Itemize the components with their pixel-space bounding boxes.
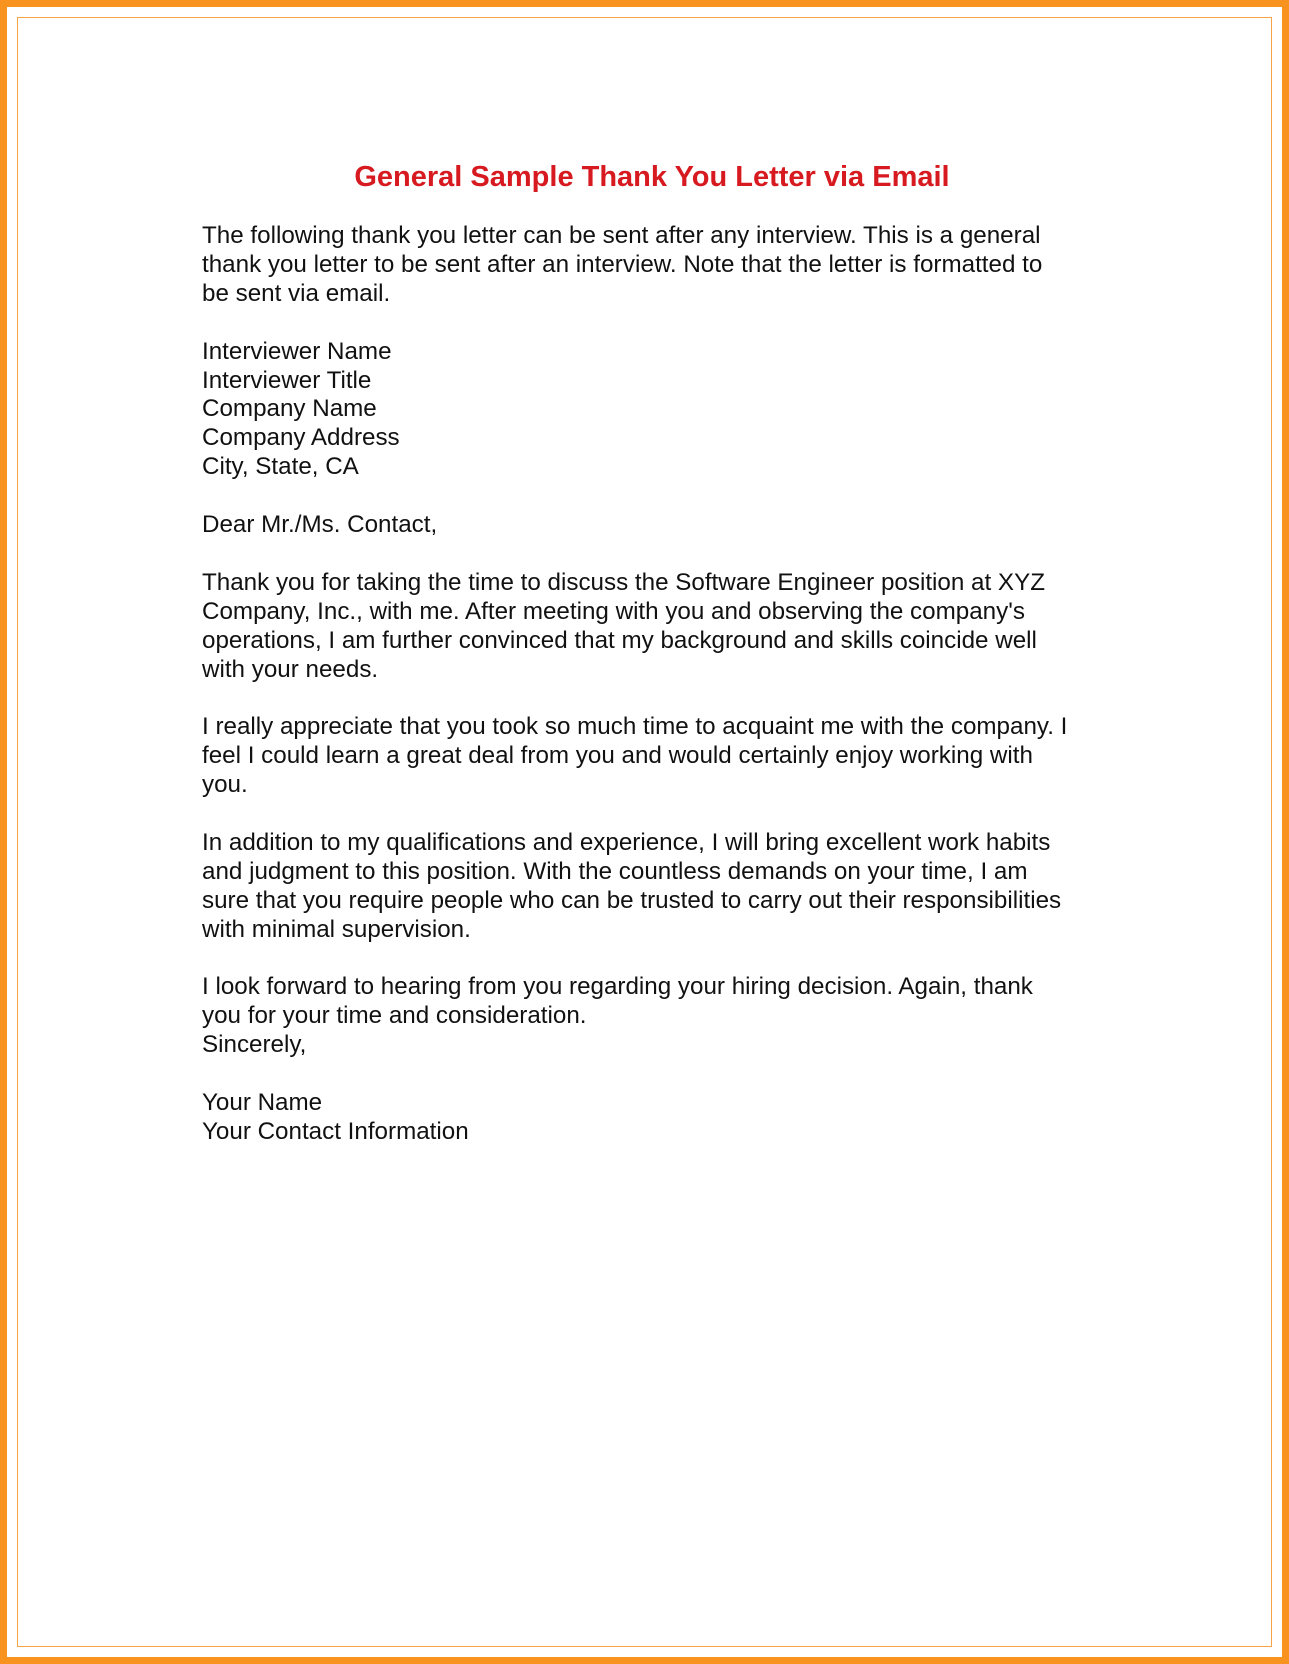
paragraph-line: Thank you for taking the time to discuss the Software Engineer position at XYZ bbox=[202, 568, 1045, 596]
paragraph-line: I really appreciate that you took so much time to acquaint me with the company. I bbox=[202, 713, 1068, 741]
paragraph-gap bbox=[202, 945, 1122, 974]
city-state: City, State, CA bbox=[202, 453, 359, 481]
paragraph-line: you. bbox=[202, 771, 248, 799]
paragraph-line: I look forward to hearing from you regarding your hiring decision. Again, thank bbox=[202, 973, 1033, 1001]
salutation: Dear Mr./Ms. Contact, bbox=[202, 511, 438, 539]
paragraph-line: sure that you require people who can be trusted to carry out their responsibilities bbox=[202, 886, 1062, 914]
paragraph-line: In addition to my qualifications and experience, I will bring excellent work habits bbox=[202, 828, 1051, 856]
intro-line: be sent via email. bbox=[202, 279, 391, 307]
signature-contact: Your Contact Information bbox=[202, 1117, 469, 1145]
interviewer-title: Interviewer Title bbox=[202, 366, 372, 394]
paragraph-line: Company, Inc., with me. After meeting with you and observing the company's bbox=[202, 597, 1025, 625]
intro-line: thank you letter to be sent after an interview. Note that the letter is formatted to bbox=[202, 250, 1043, 278]
paragraph-gap bbox=[202, 1060, 1122, 1089]
body-paragraph-1 bbox=[202, 569, 1122, 685]
paragraph-gap bbox=[202, 800, 1122, 829]
paragraph-line: with minimal supervision. bbox=[202, 915, 471, 943]
company-name: Company Name bbox=[202, 395, 377, 423]
paragraph-line: and judgment to this position. With the countless demands on your time, I am bbox=[202, 857, 1028, 885]
interviewer-name: Interviewer Name bbox=[202, 337, 392, 365]
paragraph-line: feel I could learn a great deal from you and would certainly enjoy working with bbox=[202, 742, 1033, 770]
paragraph-line: with your needs. bbox=[202, 655, 379, 683]
intro-paragraph bbox=[202, 222, 1122, 309]
paragraph-gap bbox=[202, 309, 1122, 338]
paragraph-line: operations, I am further convinced that my background and skills coincide well bbox=[202, 626, 1037, 654]
recipient-address bbox=[202, 338, 1122, 483]
intro-line: The following thank you letter can be sent after any interview. This is a general bbox=[202, 222, 1041, 249]
body-paragraph-4 bbox=[202, 973, 1122, 1031]
signature-block bbox=[202, 1089, 1122, 1147]
paragraph-gap bbox=[202, 540, 1122, 569]
letter-title: General Sample Thank You Letter via Email bbox=[354, 161, 950, 193]
body-paragraph-2 bbox=[202, 713, 1122, 800]
letter-body bbox=[202, 222, 1122, 1147]
body-paragraph-3 bbox=[202, 829, 1122, 945]
paragraph-line: you for your time and consideration. bbox=[202, 1002, 587, 1030]
paragraph-gap bbox=[202, 482, 1122, 511]
company-address: Company Address bbox=[202, 424, 400, 452]
paragraph-gap bbox=[202, 684, 1122, 713]
signature-name: Your Name bbox=[202, 1089, 323, 1117]
closing: Sincerely, bbox=[202, 1031, 307, 1059]
